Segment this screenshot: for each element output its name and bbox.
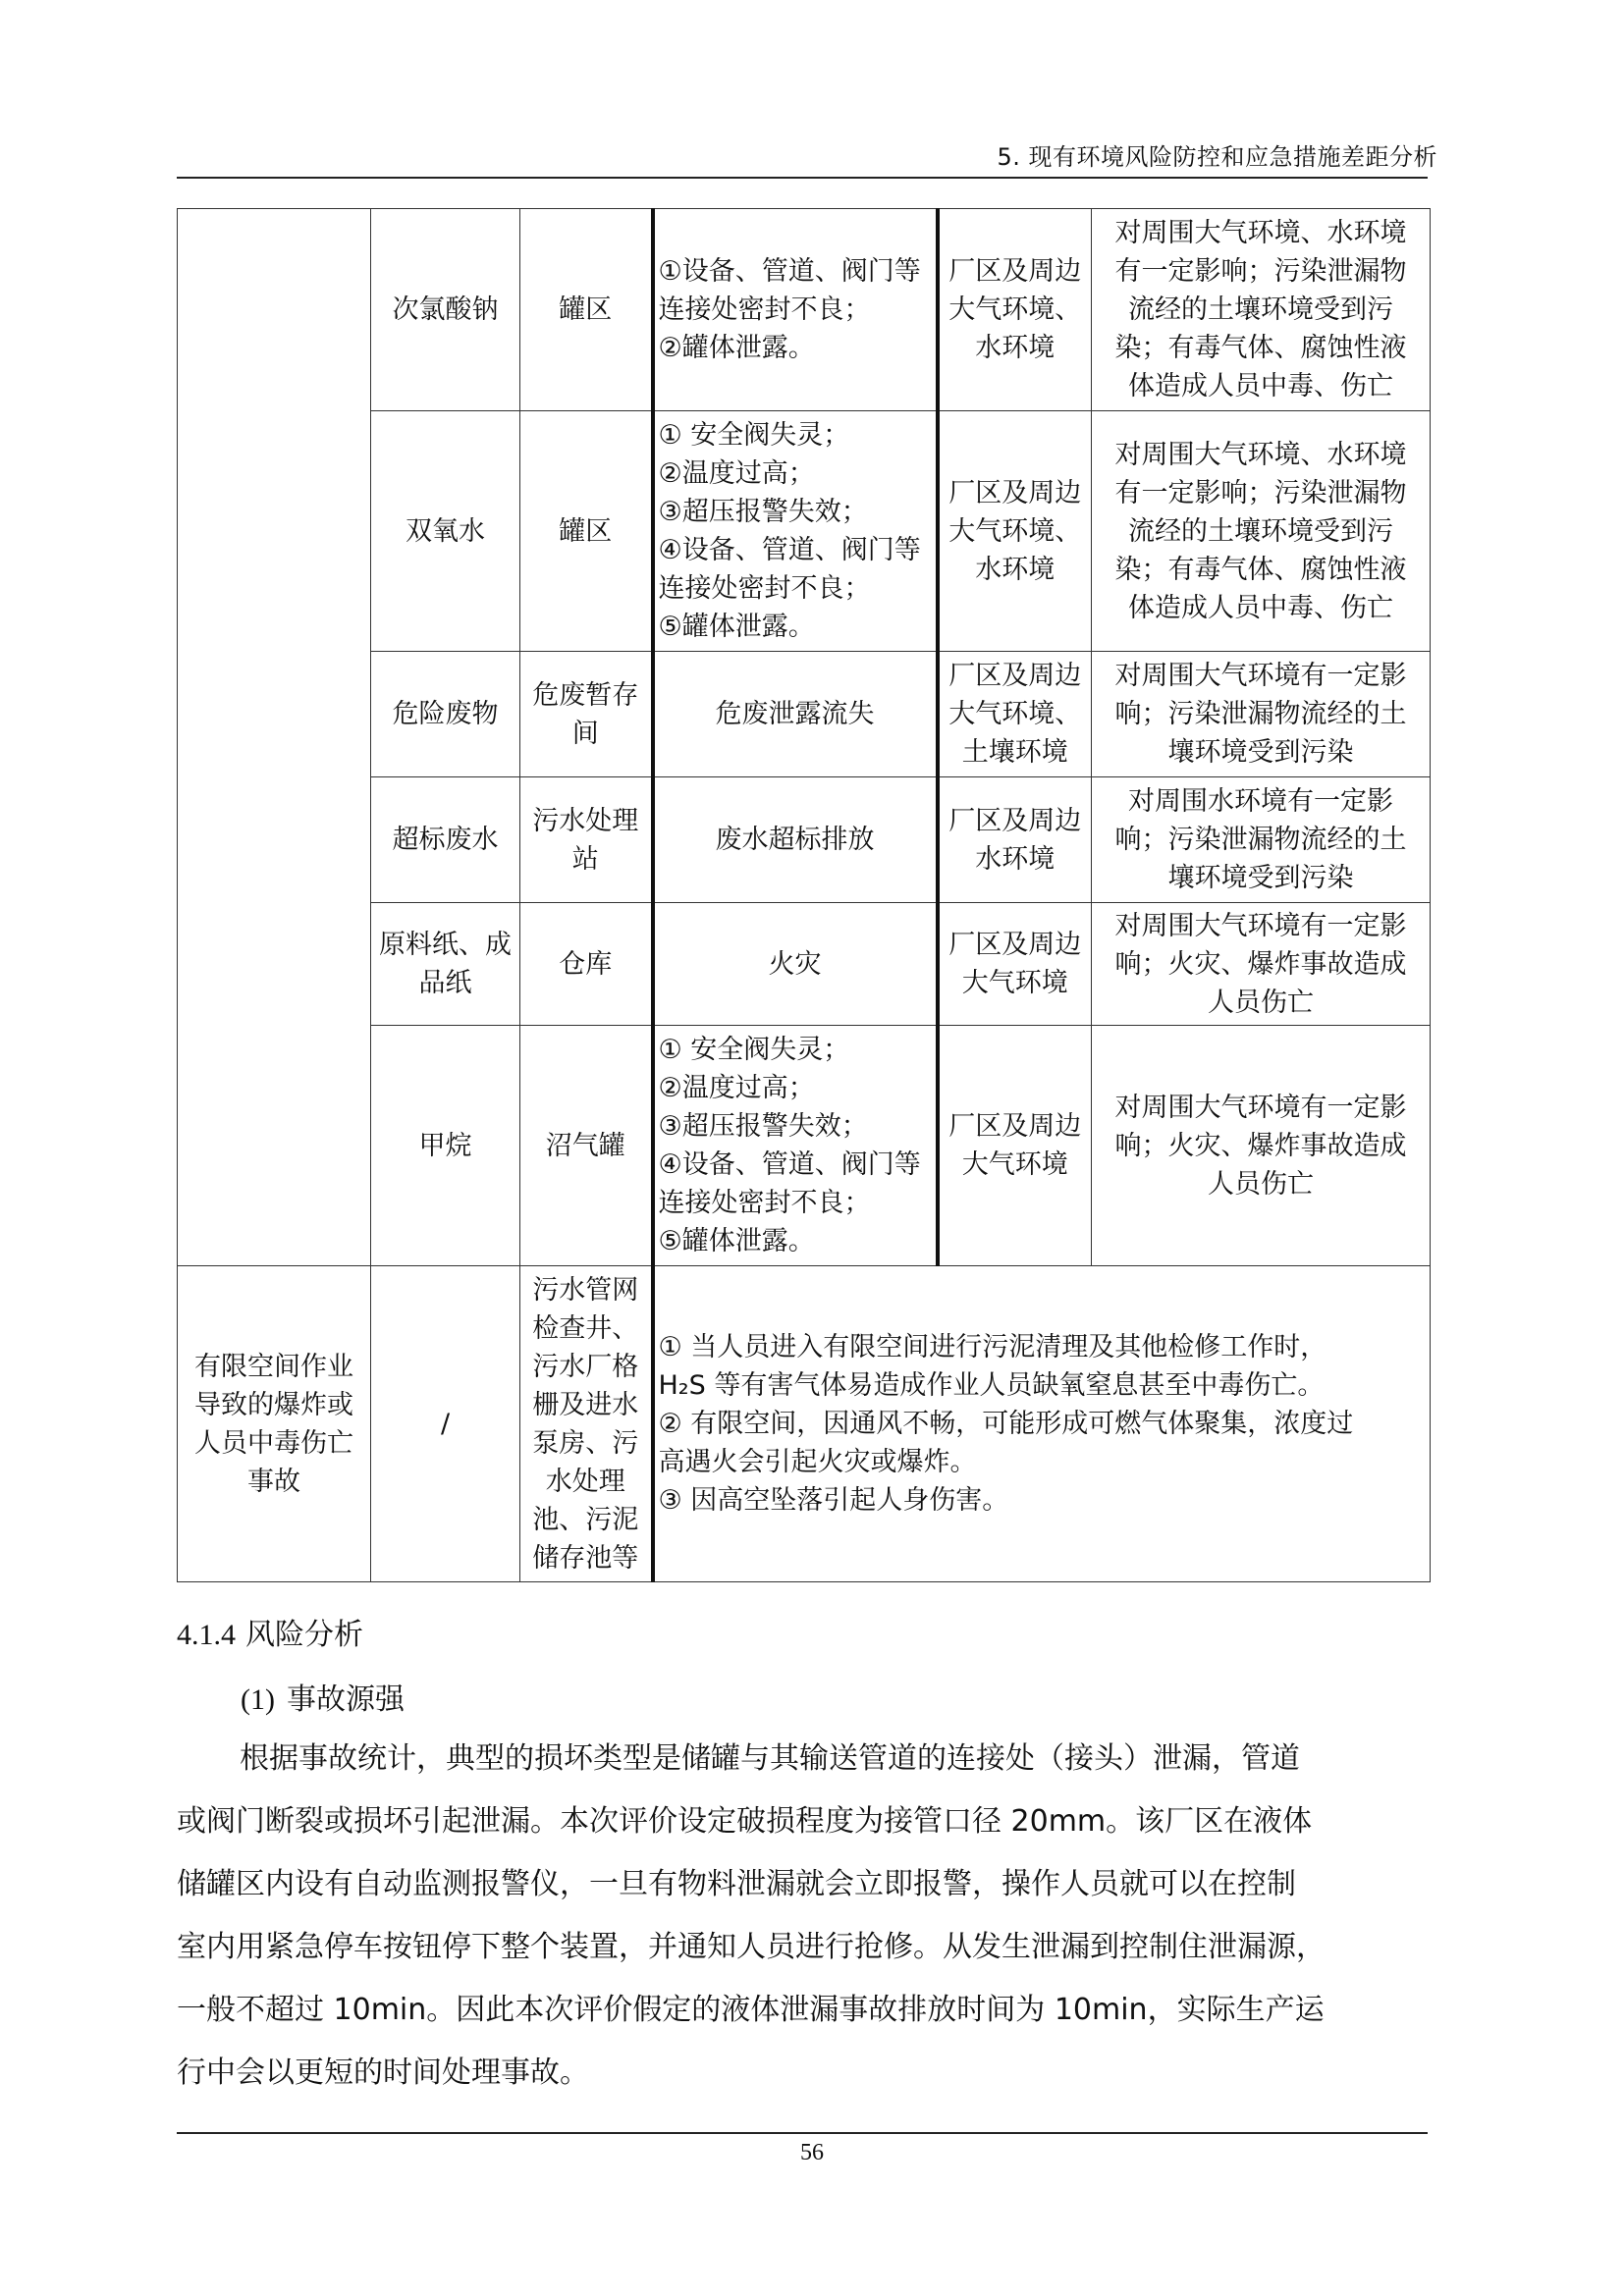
description-cell: ① 当人员进入有限空间进行污泥清理及其他检修工作时， H₂S 等有害气体易造成作业人员缺氧窒息甚至中毒伤亡。 ② 有限空间，因通风不畅，可能形成可燃气体聚集，浓度过 高遇火会引起火灾或爆炸。 ③ 因高空坠落引起人身伤害。 xyxy=(653,1266,1431,1582)
location-cell: 污水处理 站 xyxy=(520,777,653,903)
causes-cell: 危废泄露流失 xyxy=(653,652,938,777)
location-cell: 危废暂存 间 xyxy=(520,652,653,777)
paragraph-line: 一般不超过 10min。因此本次评价假定的液体泄漏事故排放时间为 10min，实际生产运 xyxy=(177,1993,1325,2027)
subsection-number: (1) xyxy=(241,1683,275,1716)
paragraph-line: 行中会以更短的时间处理事故。 xyxy=(177,2056,589,2090)
location-cell: 污水管网 检查井、 污水厂格 栅及进水 泵房、污 水处理 池、污泥 储存池等 xyxy=(520,1266,653,1582)
causes-cell: ①设备、管道、阀门等 连接处密封不良； ②罐体泄露。 xyxy=(653,209,938,411)
location-cell: 罐区 xyxy=(520,209,653,411)
paragraph-line: 储罐区内设有自动监测报警仪，一旦有物料泄漏就会立即报警，操作人员就可以在控制 xyxy=(177,1867,1296,1901)
category-cell xyxy=(178,209,371,1266)
receptor-cell: 厂区及周边 大气环境、 水环境 xyxy=(938,411,1092,652)
substance-cell: 超标废水 xyxy=(371,777,520,903)
causes-cell: 废水超标排放 xyxy=(653,777,938,903)
causes-cell: ① 安全阀失灵； ②温度过高； ③超压报警失效； ④设备、管道、阀门等 连接处密封不良； ⑤罐体泄露。 xyxy=(653,1026,938,1266)
causes-cell: 火灾 xyxy=(653,903,938,1026)
receptor-cell: 厂区及周边 大气环境 xyxy=(938,1026,1092,1266)
section-heading xyxy=(177,1610,363,1653)
impact-cell: 对周围大气环境、水环境 有一定影响；污染泄漏物 流经的土壤环境受到污 染；有毒气体、腐蚀性液 体造成人员中毒、伤亡 xyxy=(1092,411,1431,652)
substance-cell: 危险废物 xyxy=(371,652,520,777)
category-cell: 有限空间作业 导致的爆炸或 人员中毒伤亡 事故 xyxy=(178,1266,371,1582)
section-title: 风险分析 xyxy=(245,1618,363,1652)
header-rule xyxy=(177,177,1428,179)
impact-cell: 对周围大气环境有一定影 响；火灾、爆炸事故造成 人员伤亡 xyxy=(1092,903,1431,1026)
location-cell: 仓库 xyxy=(520,903,653,1026)
substance-cell: 次氯酸钠 xyxy=(371,209,520,411)
section-number: 4.1.4 xyxy=(177,1619,236,1651)
impact-cell: 对周围水环境有一定影 响；污染泄漏物流经的土 壤环境受到污染 xyxy=(1092,777,1431,903)
paragraph-line: 根据事故统计，典型的损坏类型是储罐与其输送管道的连接处（接头）泄漏，管道 xyxy=(240,1741,1300,1776)
causes-cell: ① 安全阀失灵； ②温度过高； ③超压报警失效； ④设备、管道、阀门等 连接处密封不良； ⑤罐体泄露。 xyxy=(653,411,938,652)
receptor-cell: 厂区及周边 大气环境、 水环境 xyxy=(938,209,1092,411)
location-cell: 罐区 xyxy=(520,411,653,652)
table-row xyxy=(178,209,1431,411)
impact-cell: 对周围大气环境、水环境 有一定影响；污染泄漏物 流经的土壤环境受到污 染；有毒气体、腐蚀性液 体造成人员中毒、伤亡 xyxy=(1092,209,1431,411)
risk-table xyxy=(177,208,1431,1582)
table-row-confined-space xyxy=(178,1266,1431,1582)
subsection-title: 事故源强 xyxy=(286,1682,405,1717)
page-number: 56 xyxy=(800,2140,824,2165)
substance-cell: / xyxy=(371,1266,520,1582)
paragraph-line: 室内用紧急停车按钮停下整个装置，并通知人员进行抢修。从发生泄漏到控制住泄漏源， xyxy=(177,1930,1326,1964)
impact-cell: 对周围大气环境有一定影 响；污染泄漏物流经的土 壤环境受到污染 xyxy=(1092,652,1431,777)
footer-rule xyxy=(177,2132,1428,2134)
paragraph-line: 或阀门断裂或损坏引起泄漏。本次评价设定破损程度为接管口径 20mm。该厂区在液体 xyxy=(177,1804,1313,1839)
substance-cell: 甲烷 xyxy=(371,1026,520,1266)
substance-cell: 原料纸、成 品纸 xyxy=(371,903,520,1026)
substance-cell: 双氧水 xyxy=(371,411,520,652)
receptor-cell: 厂区及周边 大气环境 xyxy=(938,903,1092,1026)
running-header-title: 5. 现有环境风险防控和应急措施差距分析 xyxy=(997,143,1437,171)
receptor-cell: 厂区及周边 水环境 xyxy=(938,777,1092,903)
subsection-heading xyxy=(241,1675,405,1718)
impact-cell: 对周围大气环境有一定影 响；火灾、爆炸事故造成 人员伤亡 xyxy=(1092,1026,1431,1266)
location-cell: 沼气罐 xyxy=(520,1026,653,1266)
receptor-cell: 厂区及周边 大气环境、 土壤环境 xyxy=(938,652,1092,777)
body-paragraph xyxy=(177,1728,1428,2105)
